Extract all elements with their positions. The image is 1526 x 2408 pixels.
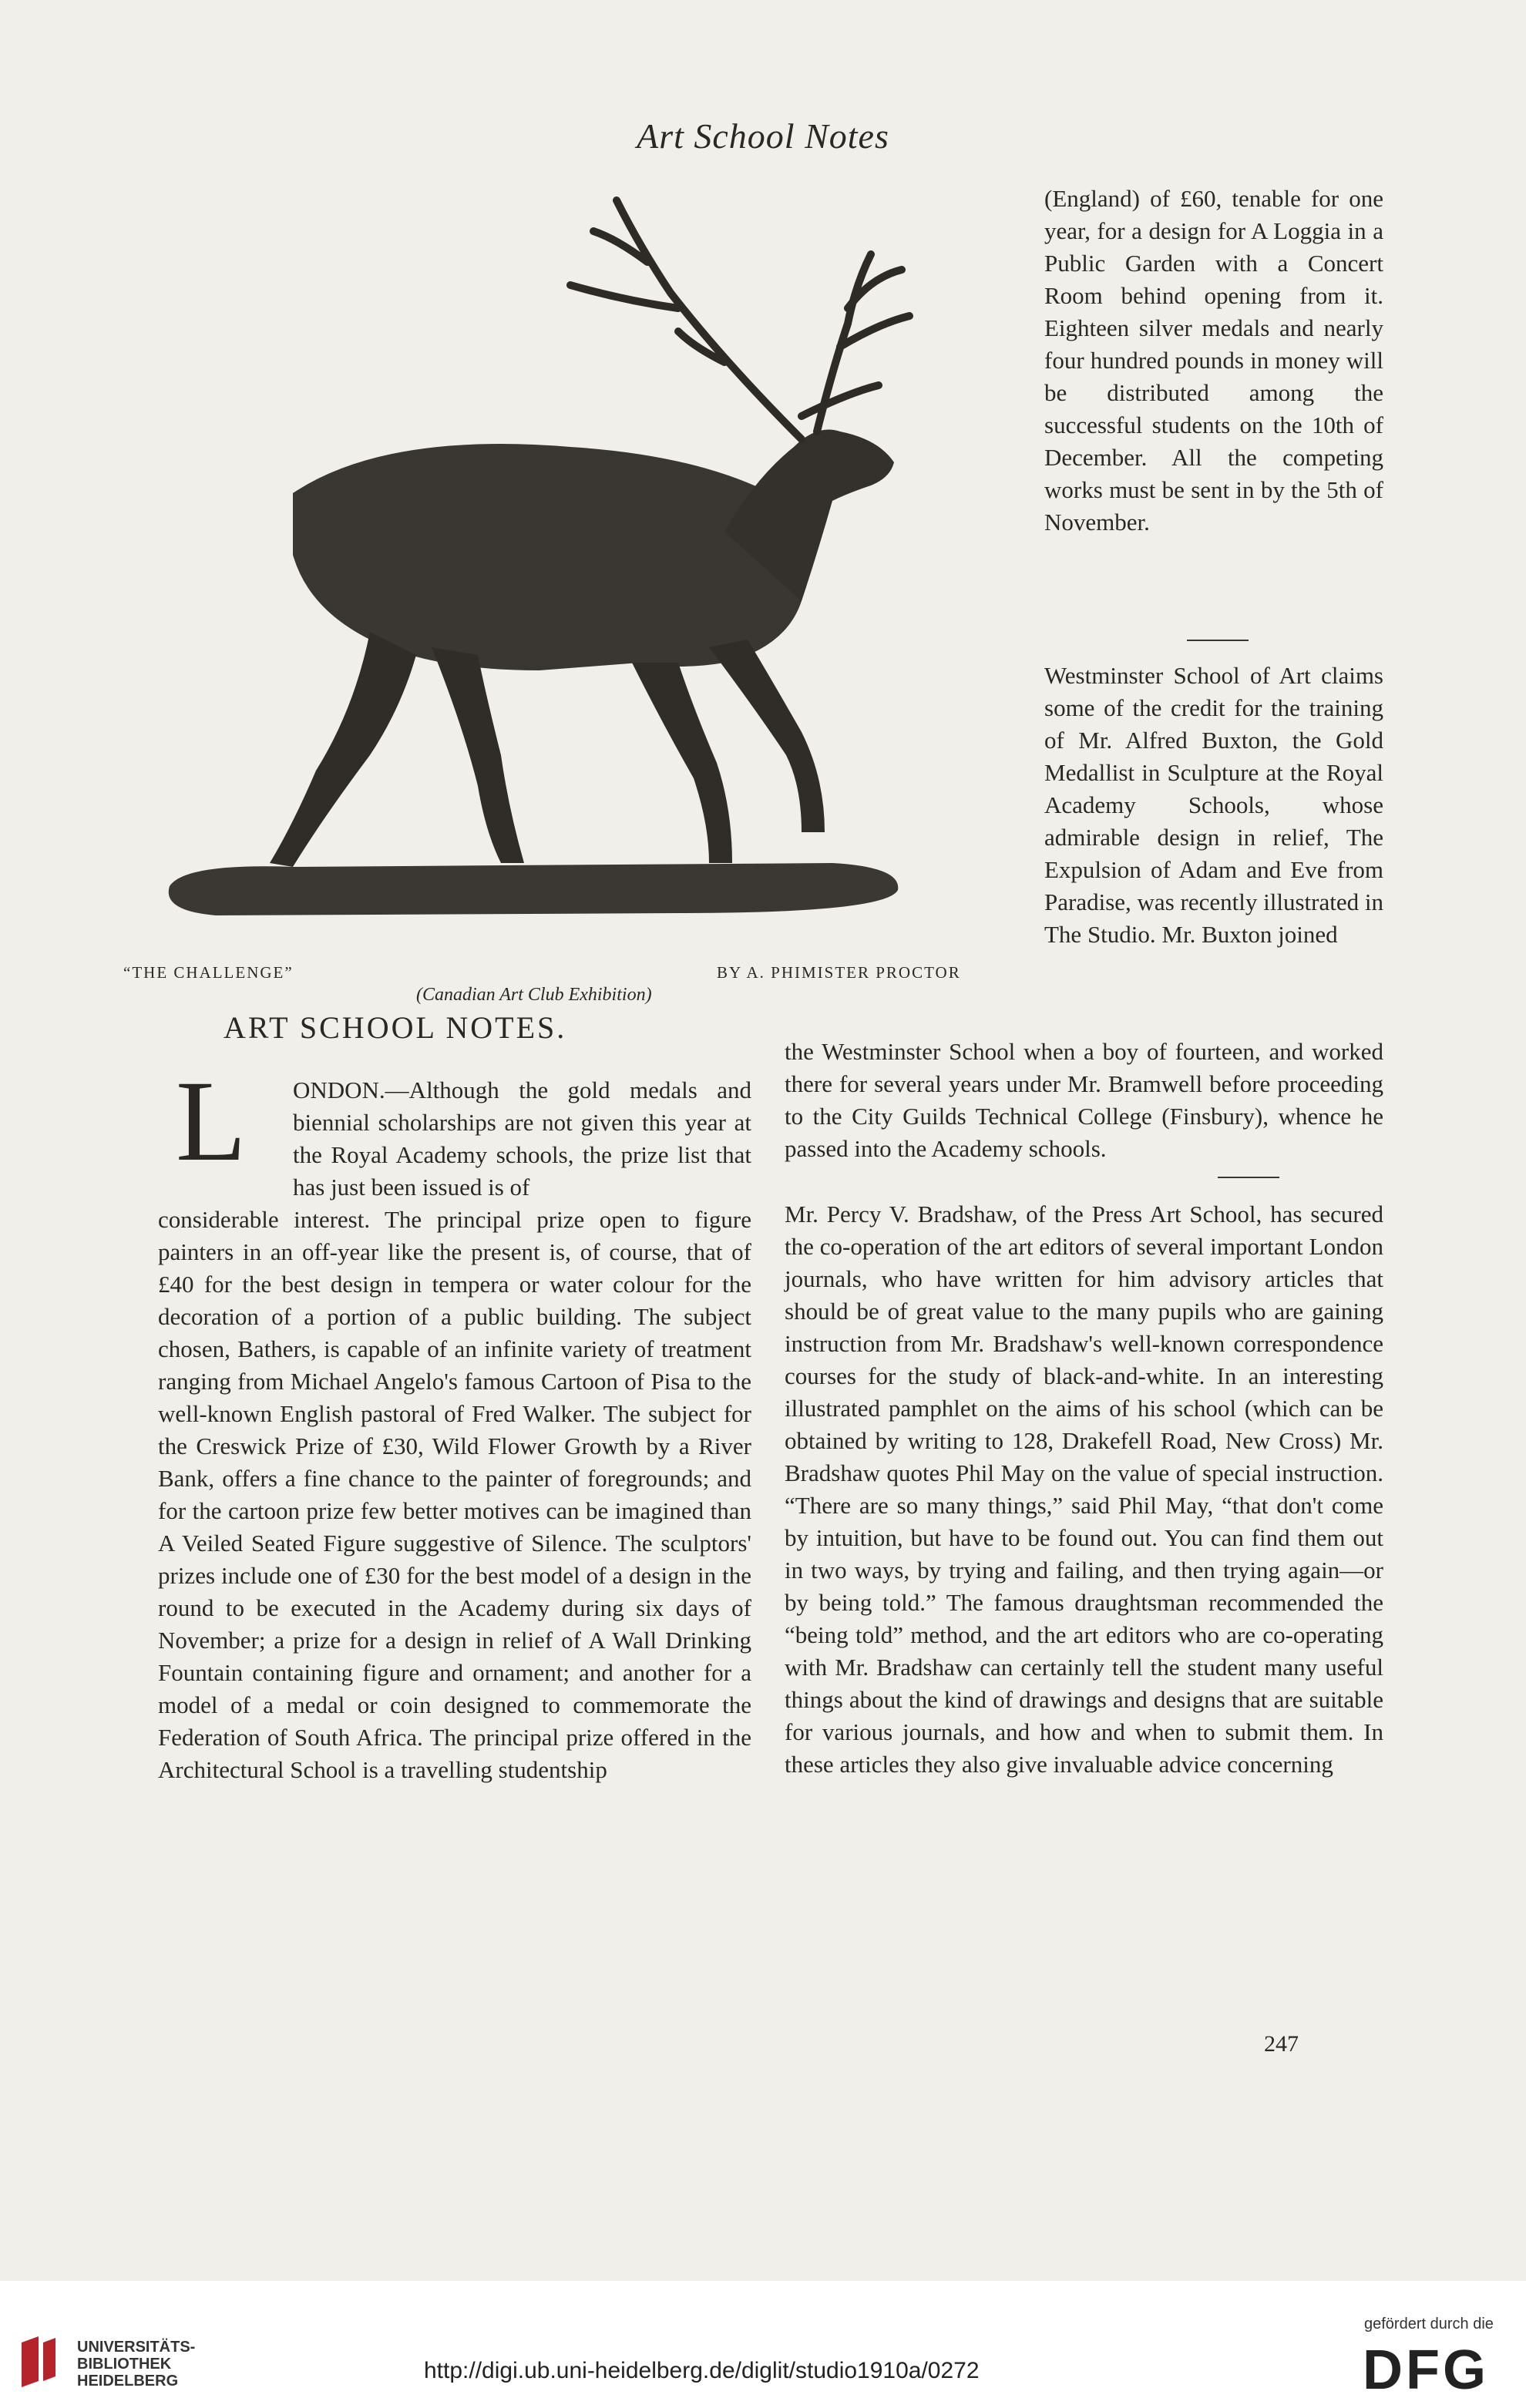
page-number: 247 [1264, 2031, 1299, 2057]
section-title: ART SCHOOL NOTES. [224, 1010, 567, 1045]
right-column-top-paragraph [1044, 183, 1383, 539]
figure-caption-artist: BY A. PHIMISTER PROCTOR [717, 963, 961, 982]
funding-note: gefördert durch die [1364, 2316, 1494, 2332]
westminster-cont-text: the Westminster School when a boy of fourteen, and worked there for several years under Mr. Bramwell before proceeding to the City Guilds Technical College (Finsbury), whence he passed into the Academy schools. [785, 1038, 1383, 1162]
figure-caption-title: “THE CHALLENGE” [123, 963, 294, 982]
stag-sculpture-figure [139, 170, 1017, 971]
figure-caption-exhibition: (Canadian Art Club Exhibition) [416, 985, 652, 1005]
westminster-paragraph-continued [785, 1036, 1383, 1165]
stag-sculpture-image [139, 170, 1017, 971]
left-column-body [158, 1204, 751, 1786]
westminster-text: Westminster School of Art claims some of the credit for the training of Mr. Alfred Buxton, the Gold Medallist in Sculpture at the Royal Academy Schools, whose admirable design in relief, The Expulsion of Adam and Eve from Paradise, was recently illustrated in The Studio. Mr. Buxton joined [1044, 662, 1383, 948]
westminster-paragraph [1044, 660, 1383, 951]
university-library-logo-icon [15, 2335, 62, 2389]
library-line-3: HEIDELBERG [77, 2373, 179, 2390]
library-line-1: UNIVERSITÄTS- [77, 2339, 196, 2356]
running-head: Art School Notes [637, 116, 889, 156]
left-first-text: ONDON.—Although the gold medals and biennial scholarships are not given this year at the Royal Academy schools, the prize list that has just been issued is of [293, 1076, 751, 1201]
drop-cap: L [176, 1057, 247, 1185]
university-library-name [77, 2339, 195, 2390]
library-line-2: BIBLIOTHEK [77, 2356, 172, 2373]
bradshaw-text: Mr. Percy V. Bradshaw, of the Press Art School, has secured the co-operation of the art editors of several important London journals, who have written for him advisory articles that should be of great value to the many pupils who are gaining instruction from Mr. Bradshaw's well-known correspondence courses for the study of black-and-white. In an interesting illustrated pamphlet on the aims of his school (which can be obtained by writing to 128, Drakefell Road, New Cross) Mr. Bradshaw quotes Phil May on the value of special instruction. “There are so many things,” said Phil May, “that don't come by intuition, but have to be found out. You can find them out in two ways, by trying and failing, and then trying again—or by being told.” The famous draughtsman recommended the “being told” method, and the art editors who are co-operating with Mr. Bradshaw can certainly tell the student many useful things about the kind of drawings and designs that are suitable for various journals, and how and when to submit them. In these articles they also give invaluable advice concerning [785, 1201, 1383, 1778]
left-body-text: considerable interest. The principal prize open to figure painters in an off-year like the present is, of course, that of £40 for the best design in tempera or water colour for the decoration of a portion of a public building. The subject chosen, Bathers, is capable of an infinite variety of treatment ranging from Michael Angelo's famous Cartoon of Pisa to the well-known English pastoral of Fred Walker. The subject for the Creswick Prize of £30, Wild Flower Growth by a River Bank, offers a fine chance to the painter of foregrounds; and for the cartoon prize few better motives can be imagined than A Veiled Seated Figure suggestive of Silence. The sculptors' prizes include one of £30 for the best model of a design in the round to be executed in the Academy during six days of November; a prize for a design in relief of A Wall Drinking Fountain containing figure and ornament; and another for a model of a medal or coin designed to commemorate the Federation of South Africa. The principal prize offered in the Architectural School is a travelling studentship [158, 1206, 751, 1783]
left-column-opening [293, 1074, 751, 1204]
divider-rule [1187, 640, 1249, 641]
dfg-logo: DFG [1363, 2339, 1489, 2401]
digitization-footer [0, 2281, 1526, 2408]
bradshaw-paragraph [785, 1198, 1383, 1781]
right-top-text: (England) of £60, tenable for one year, for a design for A Loggia in a Public Garden with a Concert Room behind opening from it. Eighteen silver medals and nearly four hundred pounds in money will be distributed among the successful students on the 10th of December. All the competing works must be sent in by the 5th of November. [1044, 185, 1383, 536]
divider-rule [1218, 1177, 1279, 1178]
source-url-link[interactable]: http://digi.ub.uni-heidelberg.de/diglit/studio1910a/0272 [424, 2358, 980, 2383]
